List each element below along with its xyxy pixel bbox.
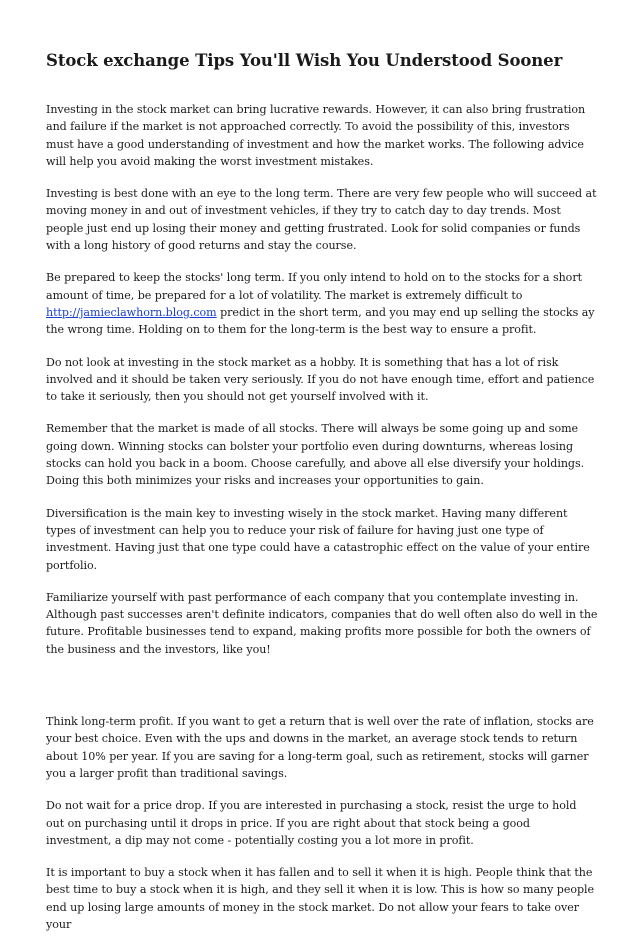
paragraph-past-performance: Familiarize yourself with past performance of each company that you contemplate investing in. Although past successes aren't definite indicators, companies that do well often also do well in the future. Profitable businesses tend to expand, making profits more possible for both the owners of the business and the investors, like you! [46,590,598,656]
paragraph-intro: Investing in the stock market can bring lucrative rewards. However, it can also bring frustration and failure if the market is not approached correctly. To avoid the possibility of this, investors must have a good understanding of investment and how the market works. The following advice will help you avoid making the worst investment mistakes. [46,103,586,168]
paragraph-text-after-link: predict in the short term, and you may end up selling the stocks ay the wrong time. Holding on to them for the long-term is the best way to ensure a profit. [46,305,595,337]
paragraph-buy-low: It is important to buy a stock when it has fallen and to sell it when it is high. People think that the best time to buy a stock when it is high, and they sell it when it is low. This is how so many people end up losing large amounts of money in the stock market. Do not allow your fears to take over your [46,866,595,931]
document-title: Stock exchange Tips You'll Wish You Understood Sooner [46,51,563,70]
paragraph-diversification: Diversification is the main key to investing wisely in the stock market. Having many different types of investment can help you to reduce your risk of failure for having just one type of investment. Having just that one type could have a catastrophic effect on the value of your entire portfolio. [46,506,590,572]
paragraph-market-made-of-stocks: Remember that the market is made of all stocks. There will always be some going up and some going down. Winning stocks can bolster your portfolio even during downturns, whereas losing stocks can hold you back in a boom. Choose carefully, and above all else diversify your holdings. Doing this both minimizes your risks and increases your opportunities to gain. [46,422,585,488]
paragraph-price-drop: Do not wait for a price drop. If you are interested in purchasing a stock, resist the urge to hold out on purchasing until it drops in price. If you are right about that stock being a good investment, a dip may not come - potentially costing you a lot more in profit. [46,799,577,847]
paragraph-keep-stocks [46,269,598,338]
paragraph-long-term-profit: Think long-term profit. If you want to get a return that is well over the rate of inflation, stocks are your best choice. Even with the ups and downs in the market, an average stock tends to return about 10% per year. If you are saving for a long-term goal, such as retirement, stocks will garner you a larger profit than traditional savings. [46,715,594,780]
paragraph-text-before-link: Be prepared to keep the stocks' long term. If you only intend to hold on to the stocks for a short amount of time, be prepared for a lot of volatility. The market is extremely difficult to [46,271,582,302]
blank-spacer [46,673,598,713]
paragraph-hobby: Do not look at investing in the stock market as a hobby. It is something that has a lot of risk involved and it should be taken very seriously. If you do not have enough time, effort and patience to take it seriously, then you should not get yourself involved with it. [46,355,595,404]
paragraph-long-term: Investing is best done with an eye to the long term. There are very few people who will succeed at moving money in and out of investment vehicles, if they try to catch day to day trends. Most people just end up losing their money and getting frustrated. Look for solid companies or funds with a long history of good returns and stay the course. [46,187,597,253]
blog-link[interactable]: http://jamieclawhorn.blog.com [46,305,217,319]
document-page [46,50,598,948]
